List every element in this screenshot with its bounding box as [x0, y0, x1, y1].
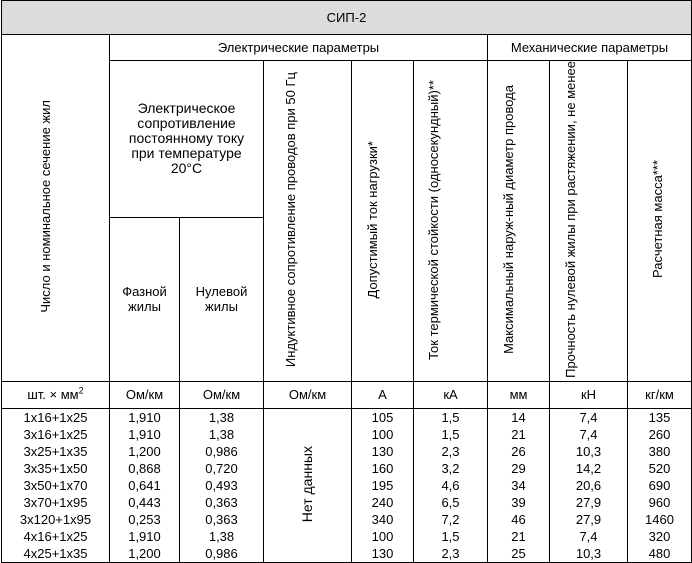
cell-neutral: 1,38 [180, 528, 264, 545]
cell-mass: 520 [628, 460, 692, 477]
cell-cores: 4x16+1x25 [2, 528, 110, 545]
cell-phase: 0,253 [110, 511, 180, 528]
units-row [2, 381, 692, 408]
cell-mass: 690 [628, 477, 692, 494]
cell-current: 100 [352, 426, 414, 443]
cell-cores: 3x25+1x35 [2, 443, 110, 460]
cell-phase: 1,910 [110, 528, 180, 545]
cell-mass: 480 [628, 545, 692, 563]
header-diameter [488, 61, 550, 382]
unit-diameter: мм [488, 381, 550, 408]
header-phase: Фазной жилы [110, 217, 180, 381]
unit-phase: Ом/км [110, 381, 180, 408]
cell-strength: 7,4 [550, 426, 628, 443]
cell-strength: 27,9 [550, 494, 628, 511]
cell-strength: 7,4 [550, 408, 628, 426]
cell-strength: 27,9 [550, 511, 628, 528]
header-current-label: Допустимый ток нагрузки* [364, 140, 380, 299]
cell-strength: 7,4 [550, 528, 628, 545]
header-thermal [414, 61, 488, 382]
cell-thermal: 2,3 [414, 545, 488, 563]
header-thermal-label: Ток термической стойкости (односекундный)** [425, 79, 441, 360]
cell-phase: 1,200 [110, 545, 180, 563]
cell-thermal: 3,2 [414, 460, 488, 477]
cell-neutral: 0,986 [180, 545, 264, 563]
group-mechanical: Механические параметры [488, 35, 692, 61]
header-resistance: Электрическое сопротивление постоянному току при температуре 20°С [110, 61, 264, 218]
cell-strength: 20,6 [550, 477, 628, 494]
cell-thermal: 1,5 [414, 528, 488, 545]
unit-current: А [352, 381, 414, 408]
cell-diameter: 25 [488, 545, 550, 563]
cell-mass: 320 [628, 528, 692, 545]
cell-cores: 4x25+1x35 [2, 545, 110, 563]
cell-cores: 3x70+1x95 [2, 494, 110, 511]
cell-neutral: 0,363 [180, 511, 264, 528]
cell-current: 160 [352, 460, 414, 477]
cell-thermal: 6,5 [414, 494, 488, 511]
cell-thermal: 2,3 [414, 443, 488, 460]
header-mass-label: Расчетная масса*** [649, 160, 665, 279]
cell-thermal: 7,2 [414, 511, 488, 528]
cell-thermal: 1,5 [414, 408, 488, 426]
table-body [2, 408, 692, 562]
cell-neutral: 0,986 [180, 443, 264, 460]
cell-phase: 1,910 [110, 426, 180, 443]
cell-phase: 0,641 [110, 477, 180, 494]
unit-mass: кг/км [628, 381, 692, 408]
cell-current: 240 [352, 494, 414, 511]
cell-mass: 960 [628, 494, 692, 511]
header-strength-label: Прочность нулевой жилы при растяжении, не менее [562, 61, 578, 378]
cell-diameter: 29 [488, 460, 550, 477]
cell-diameter: 26 [488, 443, 550, 460]
cell-thermal: 4,6 [414, 477, 488, 494]
cell-strength: 10,3 [550, 545, 628, 563]
header-strength [550, 61, 628, 382]
header-current [352, 61, 414, 382]
cell-cores: 3x35+1x50 [2, 460, 110, 477]
cell-cores: 3x50+1x70 [2, 477, 110, 494]
cell-diameter: 46 [488, 511, 550, 528]
header-cores-label: Число и номинальное сечение жил [37, 100, 53, 313]
sip2-spec-table [1, 0, 692, 563]
cell-current: 130 [352, 545, 414, 563]
cell-mass: 1460 [628, 511, 692, 528]
unit-thermal: кА [414, 381, 488, 408]
cell-neutral: 0,363 [180, 494, 264, 511]
cell-inductive-no-data [264, 408, 352, 562]
cell-cores: 1x16+1x25 [2, 408, 110, 426]
cell-cores: 3x16+1x25 [2, 426, 110, 443]
unit-inductive: Ом/км [264, 381, 352, 408]
header-cores [2, 35, 110, 382]
header-diameter-label: Максимальный наруж-ный диаметр провода [500, 84, 516, 354]
header-mass [628, 61, 692, 382]
no-data-label: Нет данных [299, 445, 315, 522]
cell-diameter: 14 [488, 408, 550, 426]
cell-neutral: 1,38 [180, 426, 264, 443]
header-neutral: Нулевой жилы [180, 217, 264, 381]
cell-mass: 135 [628, 408, 692, 426]
cell-current: 105 [352, 408, 414, 426]
table-row [2, 408, 692, 426]
cell-current: 130 [352, 443, 414, 460]
cell-current: 340 [352, 511, 414, 528]
cell-current: 100 [352, 528, 414, 545]
cell-neutral: 1,38 [180, 408, 264, 426]
cell-cores: 3x120+1x95 [2, 511, 110, 528]
cell-phase: 0,443 [110, 494, 180, 511]
cell-current: 195 [352, 477, 414, 494]
unit-strength: кН [550, 381, 628, 408]
unit-neutral: Ом/км [180, 381, 264, 408]
cell-neutral: 0,493 [180, 477, 264, 494]
cell-neutral: 0,720 [180, 460, 264, 477]
cell-diameter: 21 [488, 426, 550, 443]
cell-mass: 260 [628, 426, 692, 443]
cell-diameter: 34 [488, 477, 550, 494]
cell-strength: 10,3 [550, 443, 628, 460]
cell-phase: 0,868 [110, 460, 180, 477]
cell-diameter: 21 [488, 528, 550, 545]
unit-cores: шт. × $мм^2$ [2, 381, 110, 408]
cell-phase: 1,910 [110, 408, 180, 426]
cell-thermal: 1,5 [414, 426, 488, 443]
header-inductive-label: Индуктивное сопротивление проводов при 50 Гц [282, 71, 298, 367]
cell-strength: 14,2 [550, 460, 628, 477]
table-title: СИП-2 [2, 1, 692, 35]
cell-diameter: 39 [488, 494, 550, 511]
header-inductive [264, 61, 352, 382]
cell-mass: 380 [628, 443, 692, 460]
cell-phase: 1,200 [110, 443, 180, 460]
group-electrical: Электрические параметры [110, 35, 488, 61]
